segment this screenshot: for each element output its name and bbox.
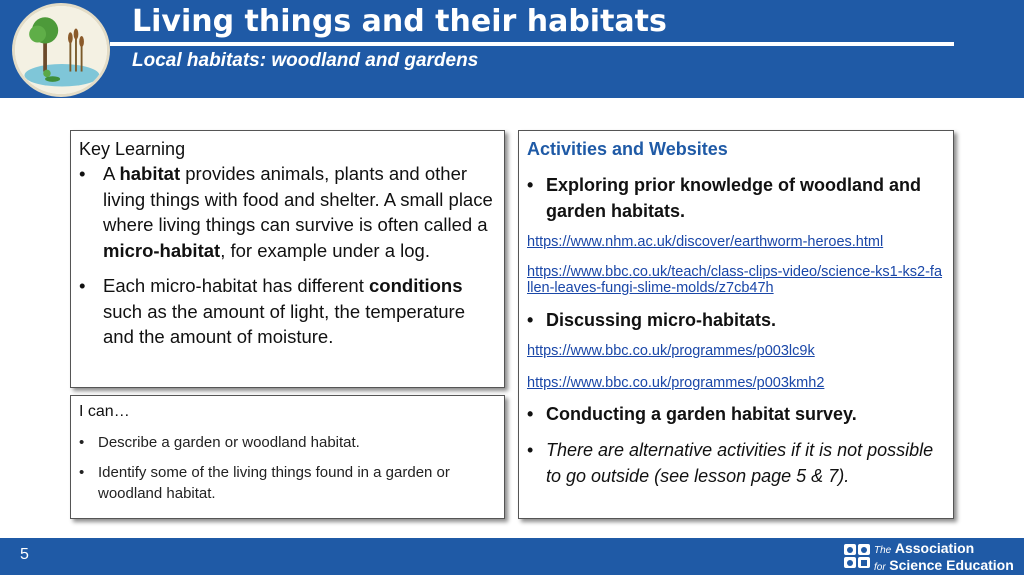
bbc-programme-link-1[interactable]: https://www.bbc.co.uk/programmes/p003lc9k xyxy=(527,343,815,359)
text-segment: A xyxy=(103,163,120,184)
bbc-fallen-leaves-link[interactable]: https://www.bbc.co.uk/teach/class-clips-video/science-ks1-ks2-fallen-leaves-fungi-slime-molds/z7cb47h xyxy=(527,264,943,296)
bullet-icon: • xyxy=(79,434,85,451)
page-subtitle: Local habitats: woodland and gardens xyxy=(132,50,479,71)
bullet-icon: • xyxy=(527,175,534,195)
bullet-icon: • xyxy=(79,163,86,184)
org-prefix-2: for xyxy=(874,562,886,573)
i-can-text: Identify some of the living things found in a garden or woodland habitat. xyxy=(98,464,450,502)
i-can-text: Describe a garden or woodland habitat. xyxy=(98,434,360,451)
org-prefix: The xyxy=(874,545,892,556)
org-line-1: Association xyxy=(894,540,975,556)
org-line-2: Science Education xyxy=(889,557,1014,573)
text-segment: , for example under a log. xyxy=(220,239,430,261)
i-can-item xyxy=(79,432,496,453)
text-segment: Each micro-habitat has different xyxy=(103,275,369,296)
bullet-icon: • xyxy=(527,404,534,424)
key-learning-item xyxy=(79,161,496,263)
key-learning-card xyxy=(70,130,505,388)
key-learning-item xyxy=(79,273,496,350)
ase-logo-icon xyxy=(843,541,873,571)
page-title: Living things and their habitats xyxy=(132,4,667,39)
ase-organisation-name xyxy=(874,541,1014,575)
text-segment: such as the amount of light, the temperature and the amount of moisture. xyxy=(103,300,465,347)
activities-card xyxy=(518,130,954,519)
activities-heading: Activities and Websites xyxy=(527,139,728,159)
footer-band xyxy=(0,538,1024,575)
title-divider xyxy=(110,42,954,46)
activity-item xyxy=(527,172,945,224)
bbc-programme-link-2[interactable]: https://www.bbc.co.uk/programmes/p003kmh2 xyxy=(527,375,825,391)
i-can-card xyxy=(70,395,505,519)
page-number: 5 xyxy=(20,546,29,563)
activity-item xyxy=(527,437,945,489)
text-segment: provides animals, plants and other living things with food and shelter. A small place where living things can survive is often called a xyxy=(103,163,493,235)
activity-text: Exploring prior knowledge of woodland and garden habitats. xyxy=(546,175,922,221)
activity-text: Conducting a garden habitat survey. xyxy=(546,404,857,424)
bullet-icon: • xyxy=(79,464,85,481)
key-learning-list xyxy=(79,161,496,350)
i-can-list xyxy=(79,432,496,504)
header-band xyxy=(0,0,1024,98)
i-can-heading: I can… xyxy=(79,403,130,420)
pond-habitat-icon xyxy=(12,3,110,97)
bullet-icon: • xyxy=(527,440,534,460)
activity-text: Discussing micro-habitats. xyxy=(546,310,777,330)
activity-item xyxy=(527,401,945,427)
key-learning-heading: Key Learning xyxy=(79,139,186,159)
nhm-earthworm-link[interactable]: https://www.nhm.ac.uk/discover/earthworm-heroes.html xyxy=(527,234,884,250)
activity-item xyxy=(527,307,945,333)
bullet-icon: • xyxy=(527,310,534,330)
term-habitat: habitat xyxy=(119,163,181,184)
bullet-icon: • xyxy=(79,275,86,296)
activity-text: There are alternative activities if it is not possible to go outside (see lesson page 5 & 7). xyxy=(546,440,934,486)
i-can-item xyxy=(79,462,496,504)
term-micro-habitat: micro-habitat xyxy=(103,239,221,261)
term-conditions: conditions xyxy=(369,275,463,296)
